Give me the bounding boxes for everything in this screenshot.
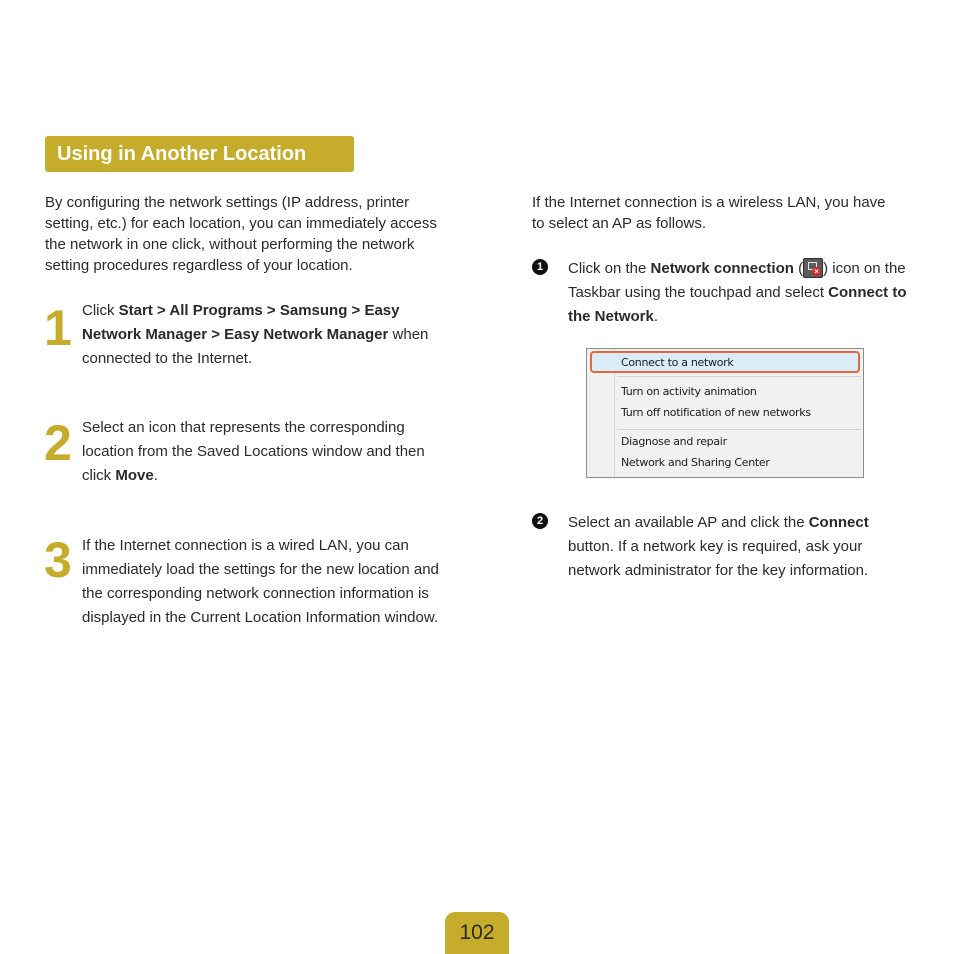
step-2-number: 2 bbox=[44, 415, 70, 471]
bullet-1-tail: . bbox=[653, 308, 659, 325]
step-2-move: Move bbox=[115, 467, 154, 484]
step-1-path: Start > All Programs > Samsung > Easy Network Manager > Easy Network Manager bbox=[82, 302, 400, 343]
step-3-body: If the Internet connection is a wired LAN, you can immediately load the settings for the new location and the corresponding network connection information is displayed in the Current Location Information window. bbox=[82, 537, 439, 626]
section-title: Using in Another Location bbox=[45, 136, 354, 172]
menu-item-connect-to-network[interactable]: Connect to a network bbox=[621, 356, 734, 369]
menu-item-notification[interactable]: Turn off notification of new networks bbox=[621, 406, 811, 419]
step-3-number: 3 bbox=[44, 532, 70, 588]
menu-separator bbox=[617, 376, 861, 377]
bullet-2-connect: Connect bbox=[808, 514, 869, 531]
step-1-lead: Click bbox=[82, 302, 119, 319]
step-1-number: 1 bbox=[44, 300, 70, 356]
bullet-1-mid: ) icon on the Taskbar using the touchpad and select bbox=[568, 260, 906, 301]
network-context-menu bbox=[586, 348, 864, 478]
step-1-tail: when connected to the Internet. bbox=[82, 326, 429, 367]
step-2-lead: Select an icon that represents the corresponding location from the Saved Locations window and then click bbox=[82, 419, 425, 484]
bullet-1-connect-to-network: Connect to the Network bbox=[568, 284, 907, 325]
bullet-2-tail: button. If a network key is required, ask your network administrator for the key information. bbox=[568, 538, 869, 579]
bullet-1-open-paren: ( bbox=[793, 260, 804, 277]
step-3-text bbox=[82, 534, 447, 630]
bullet-2-lead: Select an available AP and click the bbox=[568, 514, 809, 531]
bullet-1-network-connection: Network connection bbox=[650, 260, 794, 277]
menu-separator bbox=[617, 429, 861, 430]
step-1-text bbox=[82, 299, 457, 371]
menu-item-diagnose-repair[interactable]: Diagnose and repair bbox=[621, 435, 727, 448]
network-connection-icon: × bbox=[803, 258, 823, 278]
bullet-2-text bbox=[568, 511, 898, 583]
wireless-intro: If the Internet connection is a wireless LAN, you have to select an AP as follows. bbox=[532, 194, 886, 232]
menu-item-sharing-center[interactable]: Network and Sharing Center bbox=[621, 456, 770, 469]
bullet-2-icon: 2 bbox=[532, 513, 548, 529]
bullet-1-text bbox=[568, 257, 908, 329]
intro-paragraph: By configuring the network settings (IP address, printer setting, etc.) for each location, you can immediately access the network in one click, without performing the network setting procedures regardless of your location. bbox=[45, 194, 437, 274]
bullet-1-icon: 1 bbox=[532, 259, 548, 275]
page-number: 102 bbox=[445, 912, 509, 954]
step-2-text bbox=[82, 416, 457, 488]
menu-item-activity-animation[interactable]: Turn on activity animation bbox=[621, 385, 757, 398]
step-2-tail: . bbox=[153, 467, 158, 484]
bullet-1-lead: Click on the bbox=[568, 260, 651, 277]
